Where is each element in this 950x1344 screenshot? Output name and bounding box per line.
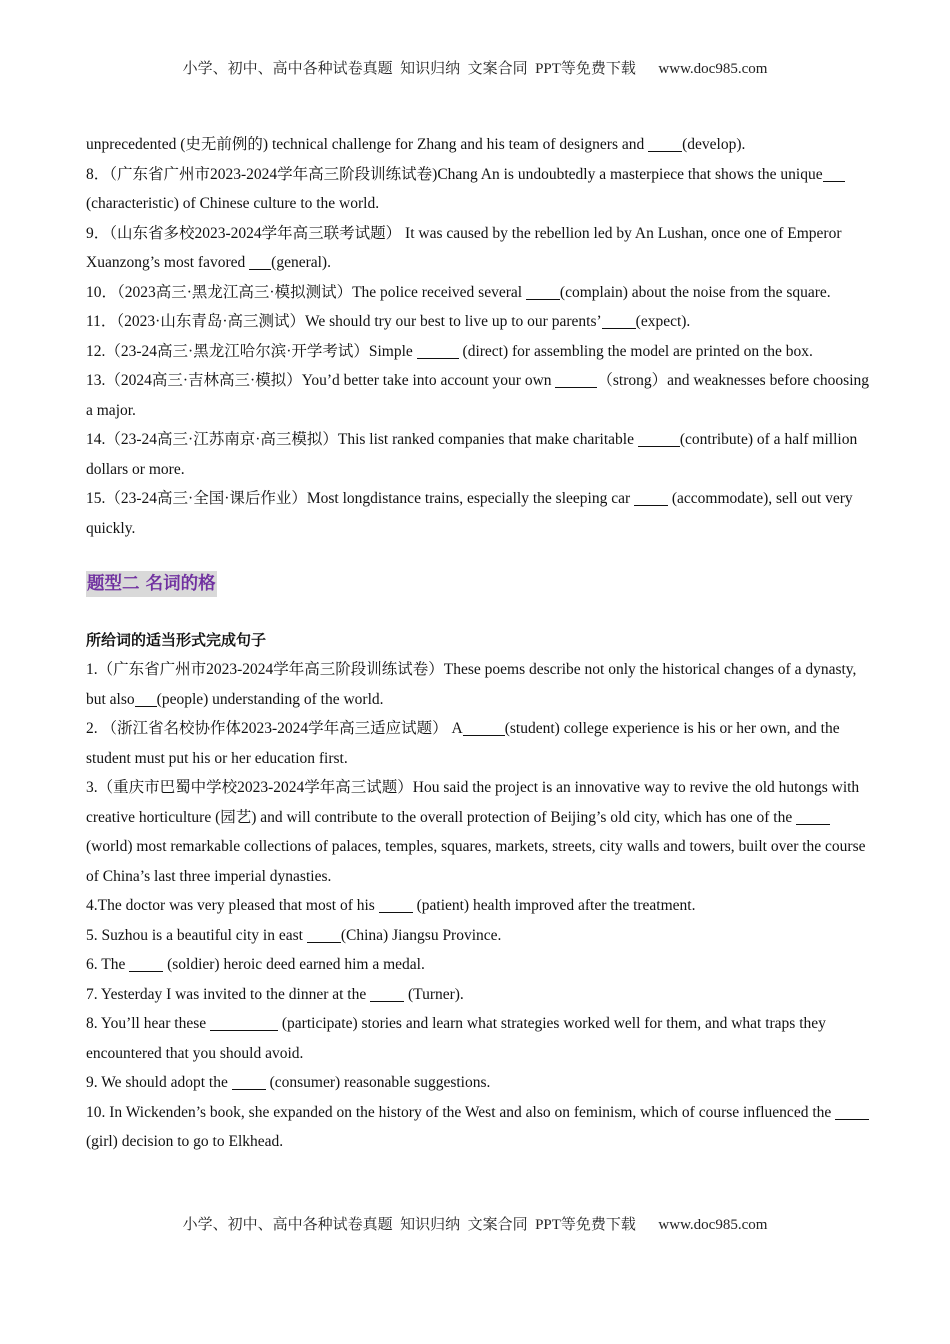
question-text: 10. In Wickenden’s book, she expanded on the history of the West and also on feminism, which of course influenced the <box>86 1103 836 1121</box>
question-hint: (complain) about the noise from the square. <box>559 283 831 301</box>
question-item <box>86 921 870 951</box>
question-item <box>86 425 870 484</box>
question-item <box>86 307 870 337</box>
answer-blank[interactable] <box>463 719 505 736</box>
question-text: 2. （浙江省名校协作体2023-2024学年高三适应试题） A <box>86 720 463 737</box>
answer-blank[interactable] <box>232 1073 266 1090</box>
question-item <box>86 130 870 160</box>
answer-blank[interactable] <box>370 985 404 1002</box>
question-text: 8. You’ll hear these <box>86 1015 210 1032</box>
question-hint: (contribute) of a half million dollars or more. <box>86 431 858 478</box>
question-text: 9．（山东省多校2023-2024学年高三联考试题） It was caused by the rebellion led by An Lushan, once one of Emperor Xuanzong’s most favored <box>86 224 842 271</box>
question-hint: (soldier) heroic deed earned him a medal. <box>163 956 425 973</box>
question-item <box>86 366 870 425</box>
answer-blank[interactable] <box>835 1103 869 1120</box>
answer-blank[interactable] <box>135 690 157 707</box>
question-text: 1.（广东省广州市2023-2024学年高三阶段训练试卷）These poems describe not only the historical changes of a dynasty, but also <box>86 661 857 708</box>
question-text: 8．（广东省广州市2023-2024学年高三阶段训练试卷)Chang An is undoubtedly a masterpiece that shows the unique <box>86 165 823 183</box>
question-hint: (characteristic) of Chinese culture to the world. <box>86 195 380 212</box>
instruction: 所给词的适当形式完成句子 <box>86 630 267 649</box>
question-item <box>86 891 870 921</box>
question-item <box>86 160 870 219</box>
answer-blank[interactable] <box>634 489 668 506</box>
question-hint: (Turner). <box>404 985 464 1003</box>
answer-blank[interactable] <box>307 926 341 943</box>
question-item <box>86 655 870 714</box>
question-hint: (general). <box>271 254 331 271</box>
question-text: 11．（2023·山东青岛·高三测试）We should try our best to live up to our parents’ <box>86 313 602 330</box>
answer-blank[interactable] <box>379 896 413 913</box>
document-body <box>86 130 870 1157</box>
answer-blank[interactable] <box>823 165 845 182</box>
question-text: unprecedented (史无前例的) technical challenge for Zhang and his team of designers and <box>86 136 649 153</box>
question-item <box>86 1009 870 1068</box>
question-item <box>86 1068 870 1098</box>
question-text: 10．（2023高三·黑龙江高三·模拟测试）The police received several <box>86 283 526 301</box>
question-hint: (patient) health improved after the treatment. <box>412 897 696 914</box>
question-text: 7. Yesterday I was invited to the dinner at the <box>86 985 371 1003</box>
question-hint: (people) understanding of the world. <box>156 690 384 708</box>
answer-blank[interactable] <box>526 283 560 300</box>
question-hint: (accommodate), sell out very quickly. <box>86 490 853 537</box>
answer-blank[interactable] <box>129 955 163 972</box>
question-list-part1 <box>86 130 870 543</box>
question-hint: (direct) for assembling the model are printed on the box. <box>458 342 813 360</box>
question-item <box>86 278 870 308</box>
page-footer: 小学、初中、高中各种试卷真题 知识归纳 文案合同 PPT等免费下载 www.doc985.com <box>182 1217 768 1233</box>
answer-blank[interactable] <box>210 1014 278 1031</box>
question-hint: (expect). <box>635 313 691 330</box>
answer-blank[interactable] <box>648 135 682 152</box>
question-text: 9. We should adopt the <box>86 1074 232 1091</box>
answer-blank[interactable] <box>417 342 459 359</box>
question-hint: (participate) stories and learn what strategies worked well for them, and what traps they encountered that you should avoid. <box>86 1015 826 1062</box>
section-title: 题型二 名词的格 <box>86 571 217 597</box>
question-item <box>86 714 870 773</box>
question-text: 6. The <box>86 956 130 973</box>
question-text: 12.（23-24高三·黑龙江哈尔滨·开学考试）Simple <box>86 342 417 360</box>
question-list-part2 <box>86 655 870 1157</box>
question-item <box>86 219 870 278</box>
question-hint: (girl) decision to go to Elkhead. <box>86 1133 284 1150</box>
question-item <box>86 980 870 1010</box>
question-hint: (world) most remarkable collections of palaces, temples, squares, markets, streets, city walls and towers, built over the course of China’s last three imperial dynasties. <box>86 838 866 885</box>
answer-blank[interactable] <box>796 808 830 825</box>
question-text: 4.The doctor was very pleased that most of his <box>86 897 379 914</box>
question-item <box>86 950 870 980</box>
answer-blank[interactable] <box>638 430 680 447</box>
question-hint: (student) college experience is his or her own, and the student must put his or her education first. <box>86 720 840 767</box>
question-hint: （strong）and weaknesses before choosing a major. <box>86 372 870 419</box>
question-text: 13.（2024高三·吉林高三·模拟）You’d better take into account your own <box>86 372 556 389</box>
question-hint: (consumer) reasonable suggestions. <box>265 1074 491 1091</box>
question-text: 3.（重庆市巴蜀中学校2023-2024学年高三试题）Hou said the project is an innovative way to revive the old hutongs with creative horticulture (园艺) and will contribute to the overall protection of Beijing’s old city, which has one of the <box>86 779 860 826</box>
question-text: 14.（23-24高三·江苏南京·高三模拟）This list ranked companies that make charitable <box>86 431 638 448</box>
answer-blank[interactable] <box>602 312 636 329</box>
question-hint: (China) Jiangsu Province. <box>340 926 502 944</box>
answer-blank[interactable] <box>555 371 597 388</box>
question-item <box>86 773 870 891</box>
section-heading <box>86 570 870 600</box>
question-item <box>86 337 870 367</box>
question-hint: (develop). <box>682 136 746 153</box>
question-text: 5. Suzhou is a beautiful city in east <box>86 926 307 944</box>
page-header: 小学、初中、高中各种试卷真题 知识归纳 文案合同 PPT等免费下载 www.doc985.com <box>182 61 768 77</box>
question-text: 15.（23-24高三·全国·课后作业）Most longdistance trains, especially the sleeping car <box>86 490 634 507</box>
question-item <box>86 484 870 543</box>
question-item <box>86 1098 870 1157</box>
answer-blank[interactable] <box>249 253 271 270</box>
